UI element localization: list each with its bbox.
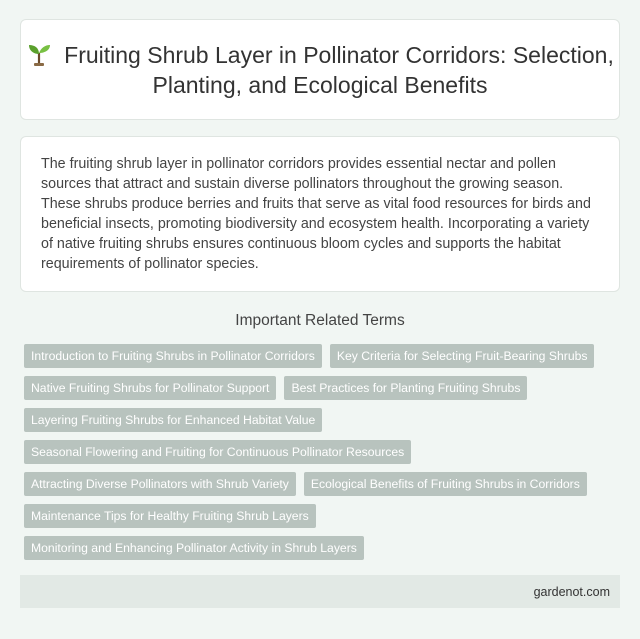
related-terms-list bbox=[24, 344, 620, 560]
intro-card bbox=[20, 136, 620, 292]
related-term-tag[interactable]: Layering Fruiting Shrubs for Enhanced Habitat Value bbox=[24, 408, 322, 432]
related-term-tag[interactable]: Maintenance Tips for Healthy Fruiting Shrub Layers bbox=[24, 504, 316, 528]
footer bbox=[20, 575, 620, 608]
related-term-tag[interactable]: Attracting Diverse Pollinators with Shrub Variety bbox=[24, 472, 296, 496]
page-title bbox=[21, 40, 619, 100]
related-term-tag[interactable]: Introduction to Fruiting Shrubs in Pollinator Corridors bbox=[24, 344, 322, 368]
page-title-text: Fruiting Shrub Layer in Pollinator Corridors: Selection, Planting, and Ecological Benefits bbox=[64, 41, 614, 98]
related-term-tag[interactable]: Best Practices for Planting Fruiting Shrubs bbox=[284, 376, 527, 400]
seedling-icon bbox=[26, 41, 52, 67]
related-term-tag[interactable]: Native Fruiting Shrubs for Pollinator Support bbox=[24, 376, 276, 400]
intro-paragraph: The fruiting shrub layer in pollinator corridors provides essential nectar and pollen sources that attract and sustain diverse pollinators throughout the growing season. These shrubs produce berries and fruits that serve as vital food resources for birds and beneficial insects, promoting biodiversity and ecosystem health. Incorporating a variety of native fruiting shrubs ensures continuous bloom cycles and supports the habitat requirements of pollinator species. bbox=[41, 156, 591, 272]
related-terms-heading: Important Related Terms bbox=[235, 312, 405, 329]
header-card bbox=[20, 19, 620, 120]
related-term-tag[interactable]: Monitoring and Enhancing Pollinator Activity in Shrub Layers bbox=[24, 536, 364, 560]
site-link[interactable]: gardenot.com bbox=[533, 584, 610, 599]
related-term-tag[interactable]: Seasonal Flowering and Fruiting for Continuous Pollinator Resources bbox=[24, 440, 411, 464]
related-term-tag[interactable]: Key Criteria for Selecting Fruit-Bearing Shrubs bbox=[330, 344, 595, 368]
related-term-tag[interactable]: Ecological Benefits of Fruiting Shrubs in Corridors bbox=[304, 472, 587, 496]
